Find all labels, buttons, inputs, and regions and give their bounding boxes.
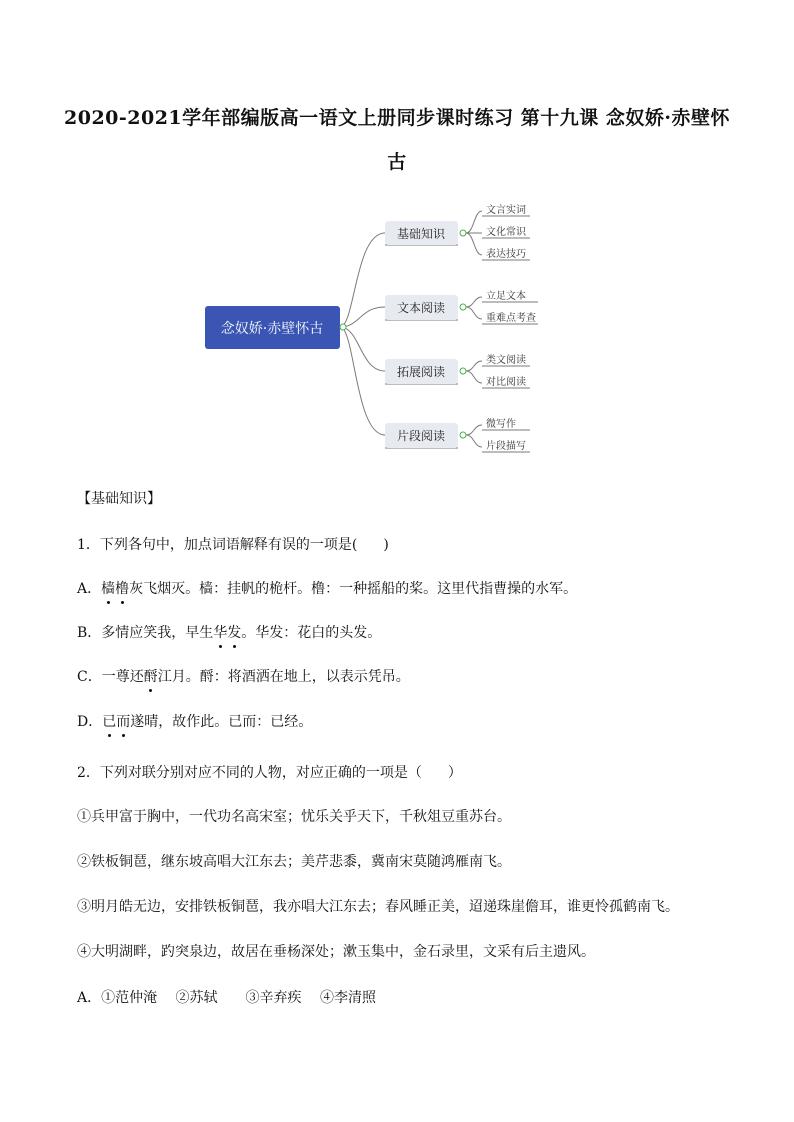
section-heading: 【基础知识】 bbox=[77, 491, 161, 507]
leaf-label: 微写作 bbox=[486, 419, 516, 430]
branch-collapse-icon bbox=[460, 230, 466, 236]
emphasis-dot-char: 华 bbox=[213, 622, 227, 642]
question-1-option-c: C．一尊还酹江月。酹：将酒洒在地上，以表示凭吊。 bbox=[77, 666, 410, 686]
branch-label: 文本阅读 bbox=[396, 301, 446, 315]
question-2-option-a: A．①范仲淹 ②苏轼 ③辛弃疾 ④李清照 bbox=[77, 990, 377, 1006]
document-title: 2020-2021学年部编版高一语文上册同步课时练习 第十九课 念奴娇·赤壁怀古 bbox=[64, 107, 730, 173]
emphasis-dot-char: 酹 bbox=[144, 666, 158, 686]
question-2-couplet-3: ③明月皓无边，安排铁板铜琶，我亦唱大江东去；春风睡正美，迢递珠崖儋耳，谁更怜孤鹤南飞。 bbox=[77, 899, 679, 915]
question-2-couplet-2: ②铁板铜琶，继东坡高唱大江东去；美芹悲黍，冀南宋莫随鸿雁南飞。 bbox=[77, 854, 511, 870]
branch-label: 基础知识 bbox=[396, 227, 446, 241]
branch-collapse-icon bbox=[460, 368, 466, 374]
leaf-label: 片段描写 bbox=[486, 441, 526, 452]
question-1-option-a: A．樯橹灰飞烟灭。樯：挂帆的桅杆。橹：一种摇船的桨。这里代指曹操的水军。 bbox=[77, 578, 577, 598]
question-1-option-b: B．多情应笑我，早生华发。华发：花白的头发。 bbox=[77, 622, 381, 642]
branch-label: 片段阅读 bbox=[396, 429, 446, 443]
mind-map-connectors bbox=[340, 211, 538, 452]
branch-collapse-icon bbox=[460, 432, 466, 438]
emphasis-dot-char: 发 bbox=[227, 622, 241, 642]
question-1-option-d: D．已而遂晴，故作此。已而：已经。 bbox=[77, 711, 312, 731]
leaf-label: 类文阅读 bbox=[486, 355, 526, 366]
leaf-label: 立足文本 bbox=[486, 291, 526, 302]
leaf-label: 文化常识 bbox=[486, 227, 526, 238]
leaf-label: 表达技巧 bbox=[486, 249, 526, 260]
leaf-label: 文言实词 bbox=[486, 205, 526, 216]
question-2-couplet-1: ①兵甲富于胸中，一代功名高宋室；忧乐关乎天下，千秋俎豆重苏台。 bbox=[77, 809, 511, 825]
root-collapse-icon bbox=[340, 324, 346, 330]
branch-label: 拓展阅读 bbox=[396, 365, 446, 379]
emphasis-dot-char: 橹 bbox=[115, 578, 129, 598]
mind-map-branch-3 bbox=[385, 359, 466, 384]
mind-map-branch-2 bbox=[385, 295, 466, 320]
mind-map-root-label: 念奴娇·赤壁怀古 bbox=[220, 321, 324, 337]
leaf-label: 对比阅读 bbox=[486, 377, 526, 388]
question-2-stem: 2．下列对联分别对应不同的人物，对应正确的一项是（ ） bbox=[77, 765, 462, 781]
leaf-label: 重难点考查 bbox=[486, 313, 536, 324]
mind-map-branch-4 bbox=[385, 423, 466, 448]
mind-map bbox=[0, 195, 794, 465]
question-2-couplet-4: ④大明湖畔，趵突泉边，故居在垂杨深处；漱玉集中，金石录里，文采有后主遗风。 bbox=[77, 944, 595, 960]
emphasis-dot-char: 已 bbox=[102, 711, 116, 731]
question-1-stem: 1．下列各句中，加点词语解释有误的一项是( ) bbox=[77, 537, 389, 553]
emphasis-dot-char: 樯 bbox=[101, 578, 115, 598]
branch-collapse-icon bbox=[460, 304, 466, 310]
emphasis-dot-char: 而 bbox=[116, 711, 130, 731]
mind-map-branch-1 bbox=[385, 221, 466, 245]
